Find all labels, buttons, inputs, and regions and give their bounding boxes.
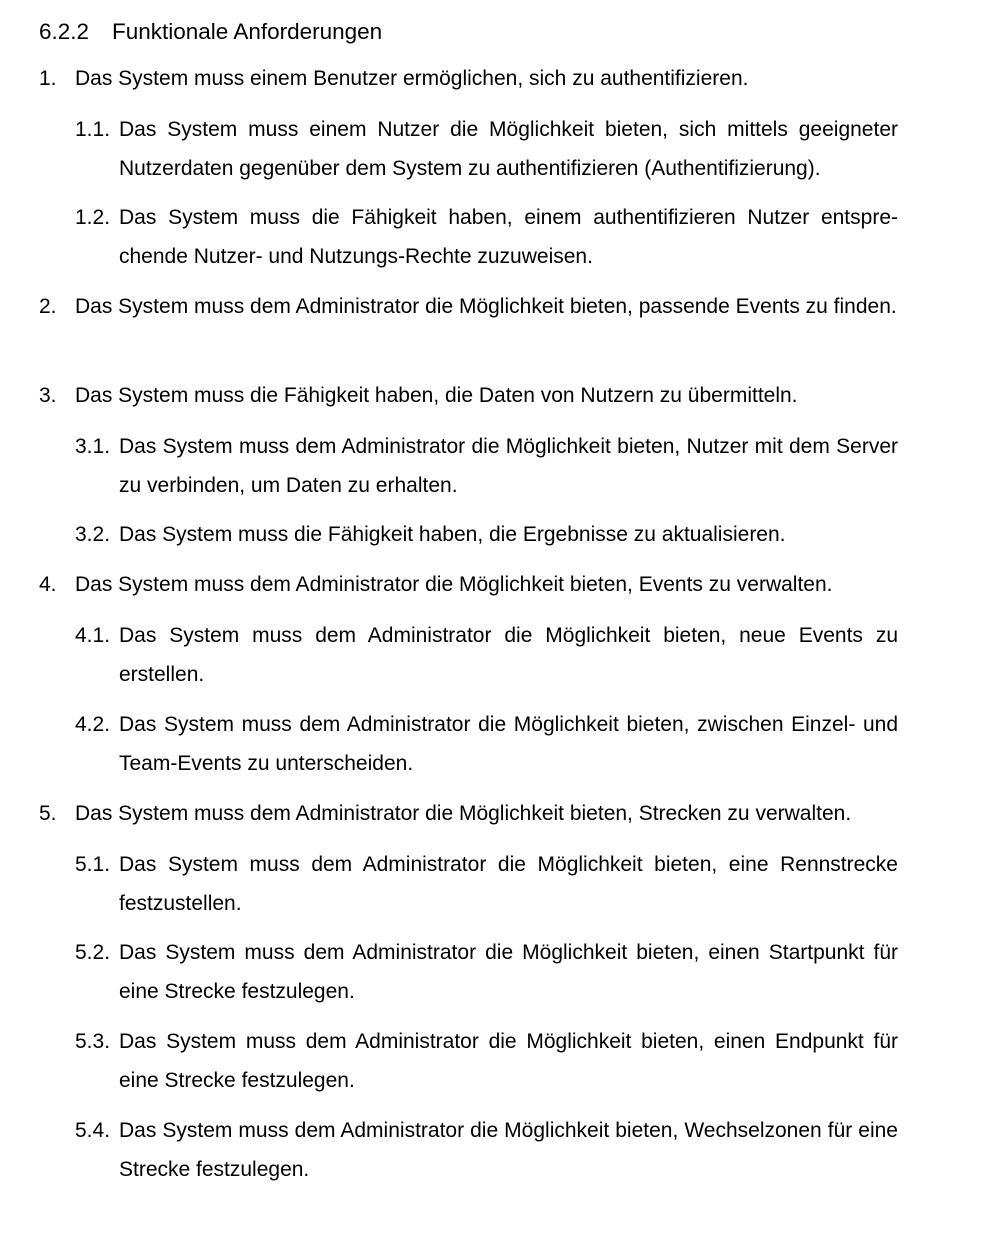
requirement-number: 5.3. (75, 1030, 111, 1053)
requirement-number: 1.1. (75, 118, 111, 141)
requirement-number: 5.1. (75, 853, 111, 876)
requirement-number: 5.4. (75, 1119, 111, 1142)
requirement-number: 1. (39, 67, 57, 90)
section-heading (39, 17, 382, 47)
section-number: 6.2.2 (39, 19, 90, 44)
requirement-text: Das System muss dem Administrator die Möglichkeit bieten, einen Endpunkt für eine Strecke festzulegen. (119, 1030, 898, 1092)
requirement-text: Das System muss dem Administrator die Möglichkeit bieten, Wechselzonen für eine Strecke festzulegen. (119, 1119, 898, 1181)
requirement-number: 3.1. (75, 435, 111, 458)
requirement-text: Das System muss die Fähigkeit haben, die Daten von Nutzern zu übermitteln. (75, 384, 798, 407)
requirement-text: Das System muss die Fähigkeit haben, einem authentifizieren Nutzer entsprechende Nutzer- und Nutzungs-Rechte zuzuweisen. (119, 206, 898, 268)
section-title: Funktionale Anforderungen (112, 19, 383, 44)
requirement-text: Das System muss dem Administrator die Möglichkeit bieten, zwischen Einzel- und Team-Events zu unterscheiden. (119, 713, 898, 775)
requirement-text: Das System muss einem Nutzer die Möglichkeit bieten, sich mittels geeigneter Nutzerdaten gegenüber dem System zu authentifizieren (Authentifizierung). (119, 118, 898, 180)
requirement-number: 4. (39, 573, 57, 596)
requirement-number: 1.2. (75, 206, 111, 229)
requirement-text: Das System muss dem Administrator die Möglichkeit bieten, Strecken zu verwalten. (75, 802, 852, 825)
requirement-text: Das System muss dem Administrator die Möglichkeit bieten, eine Rennstrecke festzustellen. (119, 853, 898, 915)
requirement-number: 4.2. (75, 713, 111, 736)
requirement-text: Das System muss dem Administrator die Möglichkeit bieten, Nutzer mit dem Server zu verbinden, um Daten zu erhalten. (119, 435, 898, 497)
requirement-number: 2. (39, 295, 57, 318)
requirement-text: Das System muss dem Administrator die Möglichkeit bieten, Events zu verwalten. (75, 573, 833, 596)
requirement-text: Das System muss dem Administrator die Möglichkeit bieten, einen Startpunkt für eine Strecke festzulegen. (119, 941, 898, 1003)
requirement-text: Das System muss einem Benutzer ermöglichen, sich zu authentifizieren. (75, 67, 749, 90)
requirement-text: Das System muss dem Administrator die Möglichkeit bieten, neue Events zu erstellen. (119, 624, 898, 686)
requirement-number: 4.1. (75, 624, 111, 647)
requirement-text: Das System muss die Fähigkeit haben, die Ergebnisse zu aktualisieren. (119, 523, 786, 546)
requirement-number: 3. (39, 384, 57, 407)
requirement-number: 5. (39, 802, 57, 825)
requirement-number: 3.2. (75, 523, 111, 546)
requirement-number: 5.2. (75, 941, 111, 964)
requirement-text: Das System muss dem Administrator die Möglichkeit bieten, passende Events zu finden. (75, 295, 897, 318)
